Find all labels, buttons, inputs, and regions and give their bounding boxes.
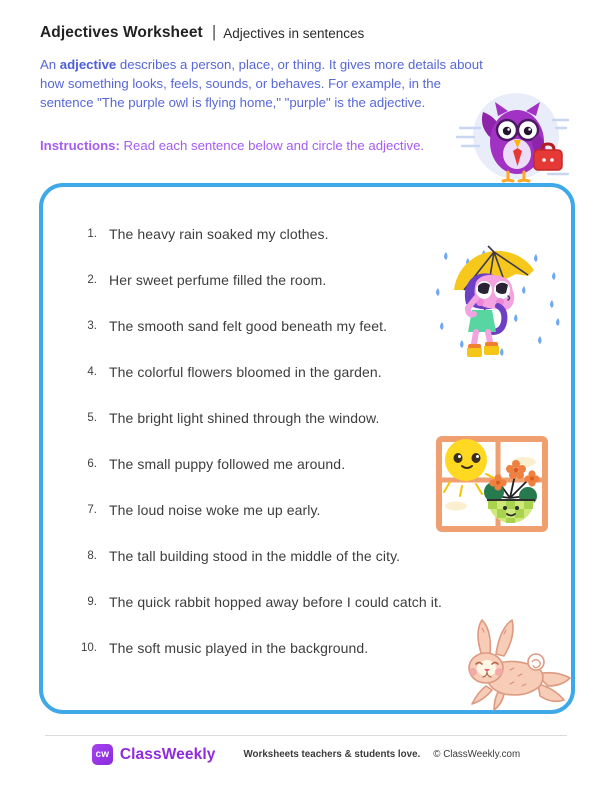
sentence-text: The bright light shined through the window. [109,410,380,426]
sentence-number: 7. [87,504,97,516]
sentence-number: 4. [87,366,97,378]
girl-umbrella-illustration [428,244,570,366]
sentence-text: The loud noise woke me up early. [109,502,321,518]
footer [0,744,612,765]
sentence-text: The colorful flowers bloomed in the garden. [109,364,382,380]
instructions-line [40,138,424,153]
sentence-item-1 [63,211,442,257]
sentence-number: 8. [87,550,97,562]
sentence-number: 10. [81,642,97,654]
sentence-number: 5. [87,412,97,424]
description-paragraph [40,55,492,112]
footer-divider [45,735,567,736]
window-illustration [436,436,548,532]
sentence-number: 9. [87,596,97,608]
sentence-number: 1. [87,228,97,240]
rabbit-illustration [452,612,578,714]
sentence-text: The quick rabbit hopped away before I could catch it. [109,594,442,610]
instructions-label: Instructions: [40,138,120,153]
brand-name: ClassWeekly [119,745,216,763]
sentence-item-4 [63,349,442,395]
sentence-item-5 [63,395,442,441]
sentence-item-6 [63,441,442,487]
sentence-text: The smooth sand felt good beneath my feet. [109,318,388,334]
description-body: describes a person, place, or thing. It gives more details about how something looks, feels, sounds, or behaves. For example, in the sentence "The purple owl is flying home," "purple" is the adjective. [40,57,483,110]
page-subtitle: Adjectives in sentences [223,25,365,41]
sentence-text: The small puppy followed me around. [109,456,346,472]
sentence-text: The soft music played in the background. [109,640,369,656]
description-prefix: An [40,57,60,72]
sentence-number: 6. [87,458,97,470]
sentence-number: 3. [87,320,97,332]
description-keyword: adjective [59,57,117,72]
footer-copyright: © ClassWeekly.com [433,749,521,760]
sentence-number: 2. [87,274,97,286]
sentence-item-3 [63,303,442,349]
sentence-item-10 [63,625,442,671]
sentence-list [63,211,442,671]
instructions-text: Read each sentence below and circle the adjective. [119,138,425,153]
page-header [40,22,364,44]
sentence-item-2 [63,257,442,303]
page-title: Adjectives Worksheet [40,24,203,41]
title-separator: | [211,22,217,41]
owl-illustration [456,90,574,188]
sentence-text: Her sweet perfume filled the room. [109,272,327,288]
sentence-text: The heavy rain soaked my clothes. [109,226,329,242]
sentence-text: The tall building stood in the middle of the city. [109,548,401,564]
sentence-item-7 [63,487,442,533]
footer-tagline: Worksheets teachers & students love. [243,749,421,760]
classweekly-logo-icon: cw [92,744,113,765]
sentence-item-8 [63,533,442,579]
sentence-item-9 [63,579,442,625]
